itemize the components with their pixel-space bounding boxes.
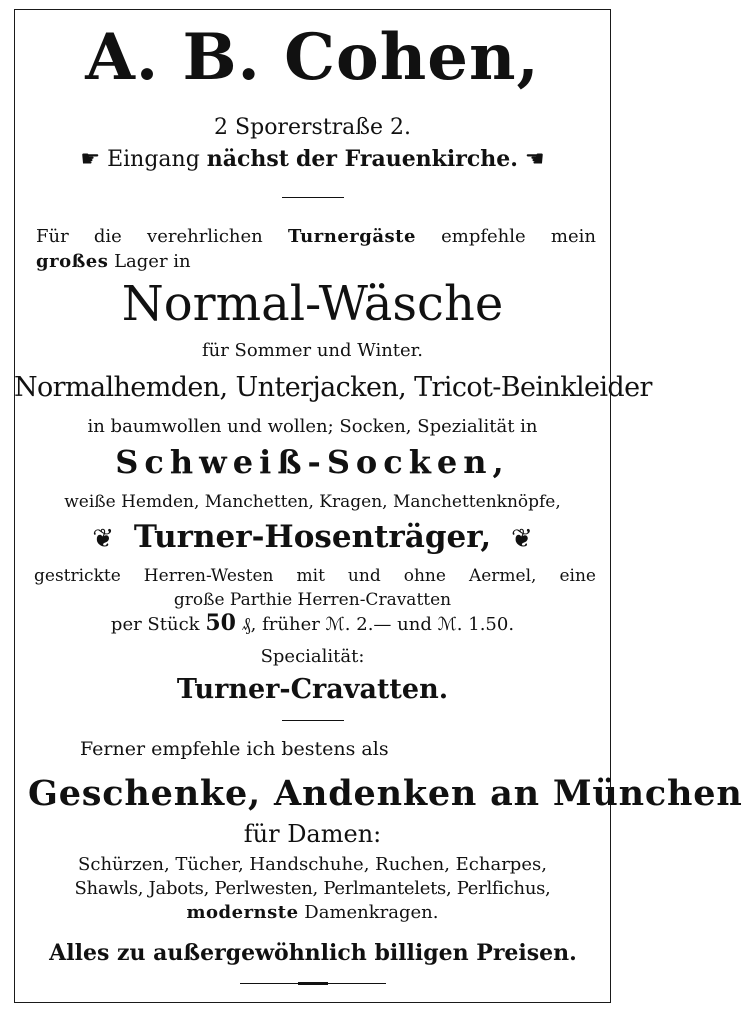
- entrance-suffix: der Frauenkirche.: [295, 146, 518, 172]
- normal-subtitle: für Sommer und Winter.: [201, 340, 424, 361]
- normal-items: Normalhemden, Unterjacken, Tricot-Beinkleider: [14, 372, 652, 403]
- pointing-hand-right-icon: ☛: [80, 147, 101, 172]
- entrance-prefix: Eingang: [107, 147, 200, 172]
- sweat-socks: Schweiß-Socken,: [115, 443, 510, 481]
- intro-line-1: [36, 228, 596, 246]
- address: 2 Sporerstraße 2.: [214, 115, 411, 140]
- for-ladies: für Damen:: [243, 820, 382, 848]
- specialty-label: Specialität:: [260, 646, 365, 667]
- firm-name: A. B. Cohen,: [85, 20, 540, 95]
- gifts-list-3: [14, 904, 611, 922]
- pointing-hand-left-icon: ☚: [524, 147, 545, 172]
- intro-emphasis-2: großes: [36, 251, 109, 272]
- divider-2: [282, 720, 344, 721]
- normal-materials: in baumwollen und wollen; Socken, Spezialität in: [87, 416, 538, 437]
- closing-line: Alles zu außergewöhnlich billigen Preisen.: [49, 940, 577, 966]
- gifts-intro: Ferner empfehle ich bestens als: [80, 738, 389, 760]
- gifts-list-2: Shawls, Jabots, Perlwesten, Perlmantelets, Perlfichus,: [74, 878, 551, 899]
- ornament-left-icon: ❦: [92, 523, 115, 554]
- normal-title: Normal-Wäsche: [121, 276, 504, 332]
- intro-suffix: empfehle mein: [441, 226, 596, 247]
- gifts-title: Geschenke, Andenken an München: [28, 773, 743, 814]
- collars-text: Damenkragen.: [304, 902, 439, 923]
- modern-emphasis: modernste: [186, 902, 299, 923]
- intro-prefix: Für die verehrlichen: [36, 226, 263, 247]
- price-value: 50: [205, 610, 236, 636]
- specialty-item: Turner-Cravatten.: [176, 674, 449, 705]
- braces-line: [14, 519, 611, 555]
- shirts-line: weiße Hemden, Manchetten, Kragen, Manchettenknöpfe,: [64, 492, 561, 512]
- divider-3-center: [298, 982, 328, 985]
- vests-line-1: gestrickte Herren-Westen mit und ohne Aermel, eine: [34, 566, 596, 586]
- entrance-line: [14, 148, 611, 171]
- price-prefix: per Stück: [110, 614, 200, 635]
- vests-line-2: große Parthie Herren-Cravatten: [173, 590, 452, 610]
- intro-emphasis: Turnergäste: [287, 226, 416, 247]
- intro-suffix-2: Lager in: [114, 251, 191, 272]
- gifts-list-1: Schürzen, Tücher, Handschuhe, Ruchen, Echarpes,: [78, 854, 547, 875]
- price-line: [14, 612, 611, 634]
- price-suffix: ₰, früher ℳ. 2.— und ℳ. 1.50.: [241, 614, 515, 635]
- ornament-right-icon: ❦: [510, 523, 533, 554]
- entrance-emphasis: nächst: [206, 146, 289, 172]
- braces-text: Turner-Hosenträger,: [133, 519, 492, 555]
- intro-line-2: [36, 253, 596, 271]
- divider-1: [282, 197, 344, 198]
